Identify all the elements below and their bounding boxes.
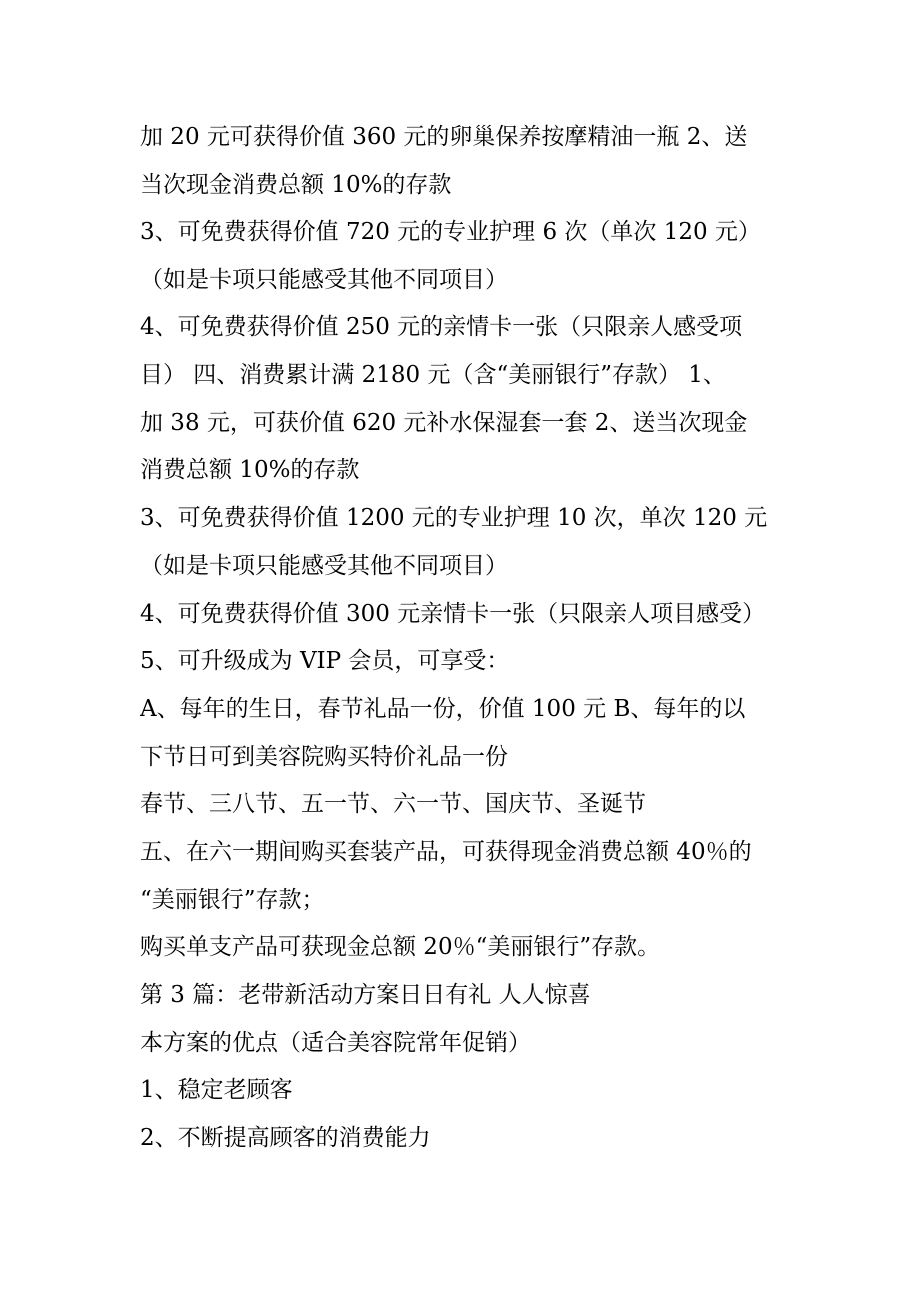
text-line: 加 20 元可获得价值 360 元的卵巢保养按摩精油一瓶 2、送 <box>140 124 748 150</box>
text-line: 春节、三八节、五一节、六一节、国庆节、圣诞节 <box>140 791 646 817</box>
text-line: 本方案的优点（适合美容院常年促销） <box>140 1030 531 1056</box>
text-line: 3、可免费获得价值 720 元的专业护理 6 次（单次 120 元） <box>140 219 761 245</box>
text-line: 1、稳定老顾客 <box>140 1077 293 1103</box>
text-line: 当次现金消费总额 10%的存款 <box>140 172 452 198</box>
text-line: A、每年的生日，春节礼品一份，价值 100 元 B、每年的以 <box>140 696 746 722</box>
text-line: 目） 四、消费累计满 2180 元（含“美丽银行”存款） 1、 <box>140 362 726 388</box>
text-line: 4、可免费获得价值 250 元的亲情卡一张（只限亲人感受项 <box>140 314 743 340</box>
text-line: （如是卡项只能感受其他不同项目） <box>140 553 508 579</box>
text-line: 加 38 元，可获价值 620 元补水保湿套一套 2、送当次现金 <box>140 410 748 436</box>
text-line: 5、可升级成为 VIP 会员，可享受： <box>140 648 510 674</box>
text-line: 2、不断提高顾客的消费能力 <box>140 1125 431 1151</box>
text-line: 下节日可到美容院购买特价礼品一份 <box>140 744 508 770</box>
text-line: 3、可免费获得价值 1200 元的专业护理 10 次，单次 120 元 <box>140 505 768 531</box>
text-line: “美丽银行”存款； <box>140 887 325 913</box>
text-line: 4、可免费获得价值 300 元亲情卡一张（只限亲人项目感受） <box>140 601 766 627</box>
text-line: 消费总额 10%的存款 <box>140 457 360 483</box>
text-line: 购买单支产品可获现金总额 20％“美丽银行”存款。 <box>140 934 661 960</box>
text-line: （如是卡项只能感受其他不同项目） <box>140 267 508 293</box>
section-heading: 第 3 篇：老带新活动方案日日有礼 人人惊喜 <box>140 982 591 1008</box>
text-line: 五、在六一期间购买套装产品，可获得现金消费总额 40％的 <box>140 839 752 865</box>
